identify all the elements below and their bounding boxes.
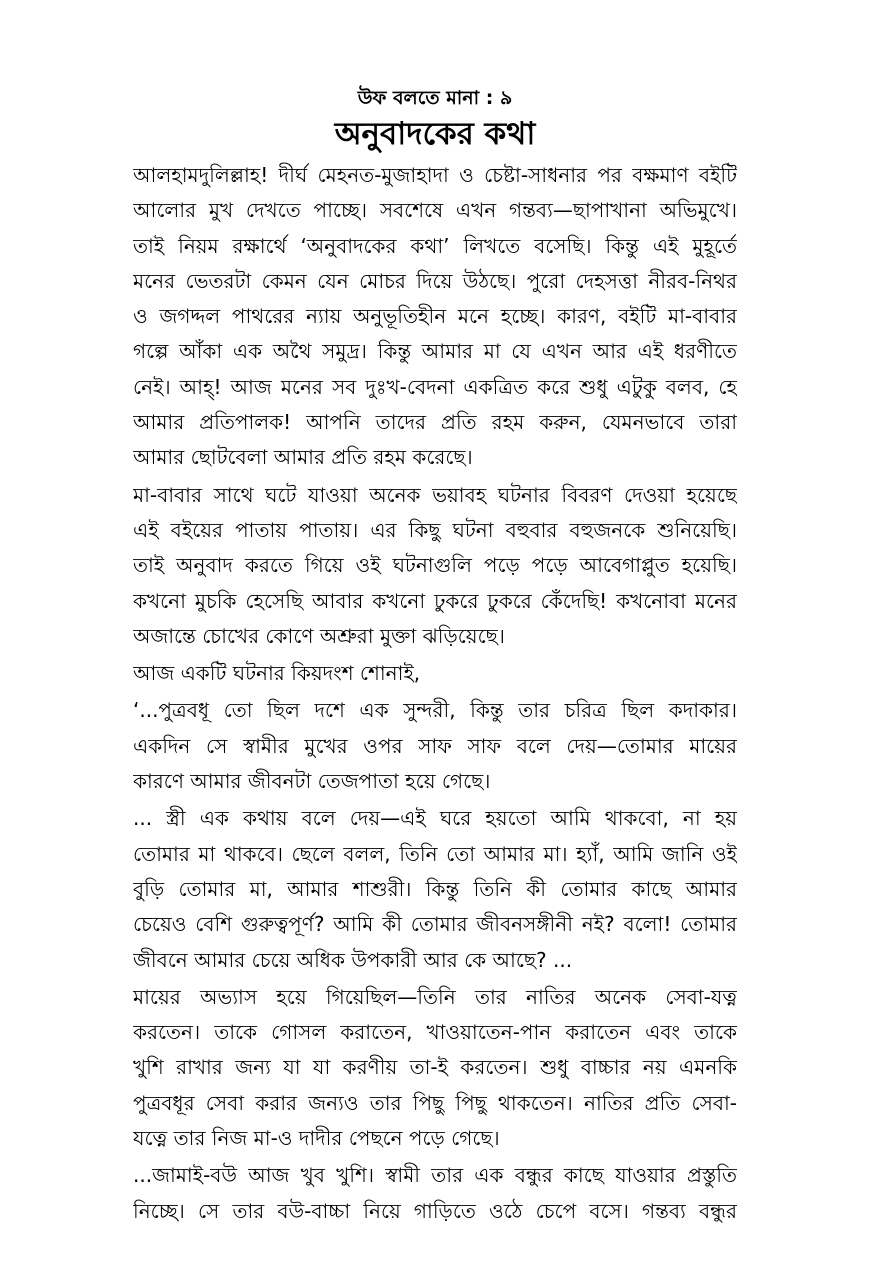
paragraph	[133, 801, 737, 977]
paragraph	[133, 980, 737, 1156]
text-line: মনের ভেতরটা কেমন যেন মোচর দিয়ে উঠছে। পুরো দেহসত্তা নীরব-নিথর	[133, 268, 737, 293]
text-line: কখনো মুচকি হেসেছি আবার কখনো ঢুকরে ঢুকরে কেঁদেছি! কখনোবা মনের	[133, 588, 737, 613]
paragraph	[133, 1158, 737, 1229]
text-line: আমার ছোটবেলা আমার প্রতি রহম করেছে।	[133, 445, 473, 470]
text-line: আলহামদুলিল্লাহ! দীর্ঘ মেহনত-মুজাহাদা ও চেষ্টা-সাধনার পর বক্ষমাণ বইটি	[133, 163, 737, 187]
text-line: তোমার মা থাকবে। ছেলে বলল, তিনি তো আমার মা। হ্যাঁ, আমি জানি ওই	[133, 841, 737, 866]
text-line: তাই অনুবাদ করতে গিয়ে ওই ঘটনাগুলি পড়ে পড়ে আবেগাপ্লুত হয়েছি।	[133, 553, 737, 578]
text-line: ...জামাই-বউ আজ খুব খুশি। স্বামী তার এক বন্ধুর কাছে যাওয়ার প্রস্তুতি	[133, 1163, 737, 1188]
text-line: কারণে আমার জীবনটা তেজপাতা হয়ে গেছে।	[133, 769, 491, 794]
text-line: আমার প্রতিপালক! আপনি তাদের প্রতি রহম করুন, যেমনভাবে তারা	[133, 410, 737, 435]
paragraph	[133, 478, 737, 654]
text-line: এই বইয়ের পাতায় পাতায়। এর কিছু ঘটনা বহুবার বহুজনকে শুনিয়েছি।	[133, 517, 737, 542]
text-line: অজান্তে চোখের কোণে অশ্রুরা মুক্তা ঝড়িয়েছে।	[133, 623, 505, 648]
text-line: ও জগদ্দল পাথরের ন্যায় অনুভূতিহীন মনে হচ্ছে। কারণ, বইটি মা-বাবার	[133, 304, 737, 329]
text-line: একদিন সে স্বামীর মুখের ওপর সাফ সাফ বলে দেয়—তোমার মায়ের	[133, 733, 737, 758]
text-line: গল্পে আঁকা এক অথৈ সমুদ্র। কিন্তু আমার মা যে এখন আর এই ধরণীতে	[133, 339, 737, 364]
running-header: উফ বলতে মানা : ৯	[357, 87, 513, 109]
text-line: খুশি রাখার জন্য যা যা করণীয় তা-ই করতেন। শুধু বাচ্চার নয় এমনকি	[133, 1055, 737, 1080]
text-line: যত্নে তার নিজ মা-ও দাদীর পেছনে পড়ে গেছে।	[133, 1126, 500, 1151]
paragraph	[133, 158, 737, 476]
text-line: মায়ের অভ্যাস হয়ে গিয়েছিল—তিনি তার নাতির অনেক সেবা-যত্ন	[133, 984, 737, 1009]
text-line: পুত্রবধূর সেবা করার জন্যও তার পিছু পিছু থাকতেন। নাতির প্রতি সেবা-	[133, 1090, 737, 1115]
text-line: জীবনে আমার চেয়ে অধিক উপকারী আর কে আছে? ...	[133, 947, 573, 972]
text-line: বুড়ি তোমার মা, আমার শাশুরী। কিন্তু তিনি কী তোমার কাছে আমার	[133, 876, 737, 901]
text-line: করতেন। তাকে গোসল করাতেন, খাওয়াতেন-পান করাতেন এবং তাকে	[133, 1020, 737, 1045]
paragraph	[133, 656, 737, 691]
text-line: নেই। আহ্! আজ মনের সব দুঃখ-বেদনা একত্রিত করে শুধু এটুকু বলব, হে	[133, 374, 737, 399]
body-text	[133, 158, 737, 1231]
text-line: ‘...পুত্রবধূ তো ছিল দশে এক সুন্দরী, কিন্তু তার চরিত্র ছিল কদাকার।	[133, 698, 737, 723]
text-line: চেয়েও বেশি গুরুত্বপূর্ণ? আমি কী তোমার জীবনসঙ্গীনী নই? বলো! তোমার	[133, 912, 737, 937]
text-line: আজ একটি ঘটনার কিয়দংশ শোনাই,	[133, 661, 421, 686]
paragraph	[133, 693, 737, 799]
text-line: নিচ্ছে। সে তার বউ-বাচ্চা নিয়ে গাড়িতে ওঠে চেপে বসে। গন্তব্য বন্ধুর	[133, 1198, 737, 1223]
text-line: মা-বাবার সাথে ঘটে যাওয়া অনেক ভয়াবহ ঘটনার বিবরণ দেওয়া হয়েছে	[133, 482, 737, 507]
text-line: ... স্ত্রী এক কথায় বলে দেয়—এই ঘরে হয়তো আমি থাকবো, না হয়	[133, 806, 737, 831]
page-title: অনুবাদকের কথা	[334, 116, 536, 152]
text-line: তাই নিয়ম রক্ষার্থে ‘অনুবাদকের কথা’ লিখতে বসেছি। কিন্তু এই মুহূর্তে	[133, 233, 737, 258]
text-line: আলোর মুখ দেখতে পাচ্ছে। সবশেষে এখন গন্তব্য—ছাপাখানা অভিমুখে।	[133, 198, 737, 223]
